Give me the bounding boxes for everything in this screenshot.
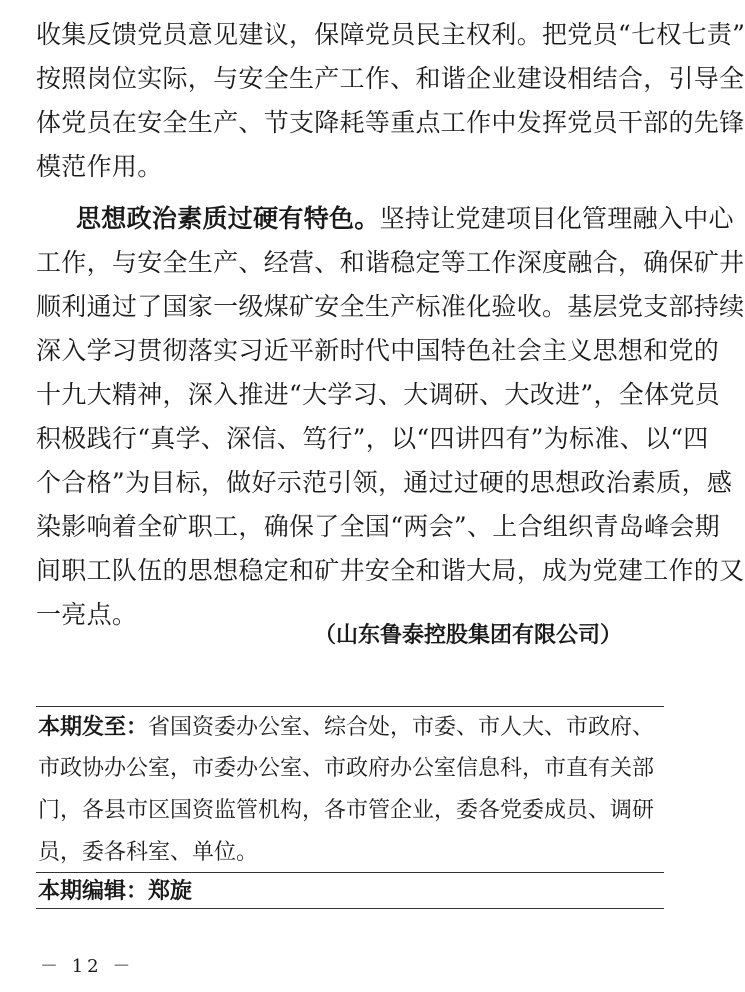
divider [36,706,664,707]
divider [36,908,664,909]
editor-line [38,876,664,906]
distribution-first-line: 省国资委办公室、综合处，市委、市人大、市政府、 [148,715,655,740]
paragraph-line: 积极践行“真学、深信、笃行”，以“四讲四有”为标准、以“四 [36,424,709,453]
paragraph-line: 工作，与安全生产、经营、和谐稳定等工作深度融合，确保矿井 [36,248,745,277]
paragraph-line: 十九大精神，深入推进“大学习、大调研、大改进”，全体党员 [36,380,720,409]
paragraph-line: 收集反馈党员意见建议，保障党员民主权利。把党员“七权七责” [36,20,745,49]
editor-name: 郑旋 [148,878,193,904]
section-heading: 思想政治素质过硬有特色。 [76,204,380,233]
editor-label: 本期编辑： [38,878,149,904]
paragraph-line: 深入学习贯彻落实习近平新时代中国特色社会主义思想和党的 [36,336,720,365]
distribution-line: 员，委各科室、单位。 [38,840,259,865]
paragraph-line: 染影响着全矿职工，确保了全国“两会”、上合组织青岛峰会期 [36,512,720,541]
distribution-label: 本期发至： [38,714,149,740]
section-first-line-rest: 坚持让党建项目化管理融入中心 [379,204,734,233]
paragraph-line: 个合格”为目标，做好示范引领，通过过硬的思想政治素质，感 [36,468,733,497]
paragraph-line: 按照岗位实际，与安全生产工作、和谐企业建设相结合，引导全 [36,64,745,93]
distribution-line: 市政协办公室，市委办公室、市政府办公室信息科，市直有关部 [38,756,655,781]
paragraph-line: 间职工队伍的思想稳定和矿井安全和谐大局，成为党建工作的又 [36,556,745,585]
page-number: － 12 － [40,956,135,977]
section-first-line [76,202,734,236]
distribution-line: 门，各县市区国资监管机构，各市管企业，委各党委成员、调研 [38,798,655,823]
paragraph-line: 顺利通过了国家一级煤矿安全生产标准化验收。基层党支部持续 [36,292,745,321]
signature: （山东鲁泰控股集团有限公司） [313,622,622,648]
distribution-line [38,712,664,742]
paragraph-line: 模范作用。 [36,152,163,181]
paragraph-line: 体党员在安全生产、节支降耗等重点工作中发挥党员干部的先锋 [36,108,745,137]
divider [36,872,664,873]
paragraph-line: 一亮点。 [36,600,138,629]
